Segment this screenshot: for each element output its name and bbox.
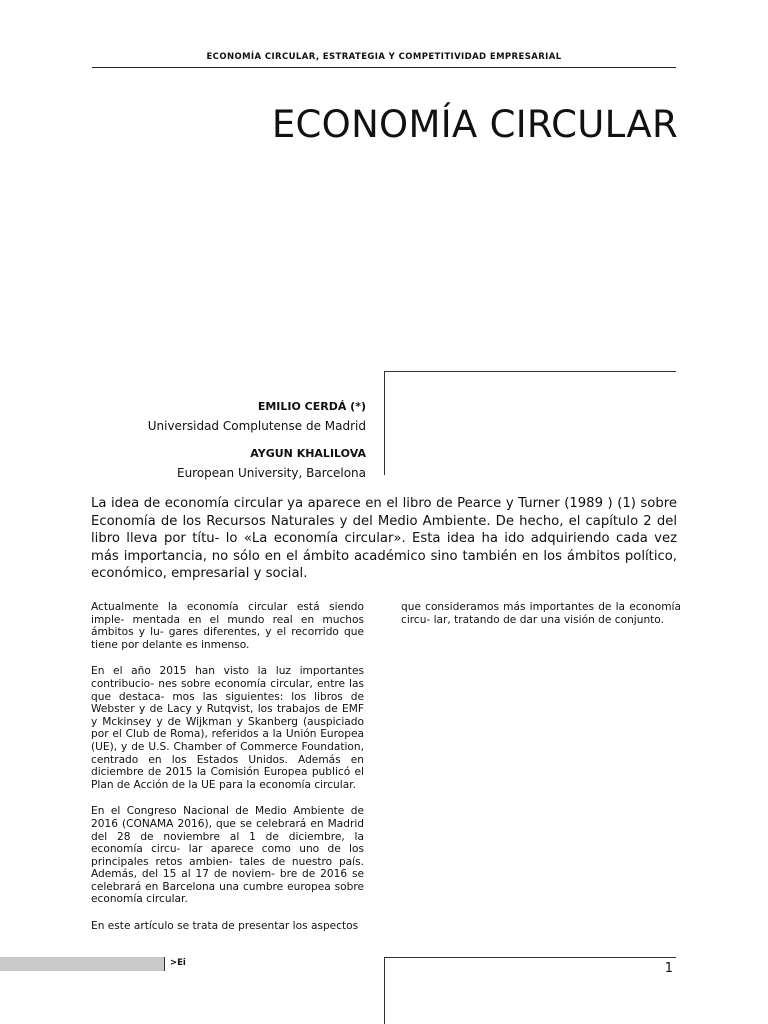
page-number: 1 — [664, 961, 673, 976]
journal-mark: >Ei — [170, 958, 186, 968]
body-paragraph: En el Congreso Nacional de Medio Ambiente de 2016 (CONAMA 2016), que se celebrará en Madrid del 28 de noviembre al 1 de diciembre, la economía circu- lar aparece como uno de los principales retos ambien- tales de nuestro país. Además, del 15 al 17 de noviem- bre de 2016 se celebrará en Barcelona una cumbre europea sobre economía circular. — [91, 805, 364, 906]
author-name-1: EMILIO CERDÁ (*) — [257, 400, 366, 413]
author-affiliation-1: Universidad Complutense de Madrid — [147, 419, 366, 433]
author-block — [148, 400, 366, 481]
footer-rule-horizontal — [384, 957, 676, 958]
author-affiliation-2: European University, Barcelona — [176, 466, 366, 480]
body-column-right — [401, 601, 681, 640]
frame-rule-vertical-top — [384, 371, 385, 475]
frame-rule-horizontal-top — [384, 371, 676, 372]
footer-bar — [0, 957, 164, 971]
author-name-2: AYGUN KHALILOVA — [250, 447, 366, 460]
running-header: ECONOMÍA CIRCULAR, ESTRATEGIA Y COMPETITIVIDAD EMPRESARIAL — [206, 52, 562, 62]
footer-rule-vertical — [384, 957, 385, 1024]
body-paragraph: Actualmente la economía circular está siendo imple- mentada en el mundo real en muchos ámbitos y lu- gares diferentes, y el recorrido que tiene por delante es inmenso. — [91, 601, 364, 651]
body-paragraph: En este artículo se trata de presentar los aspectos — [91, 920, 359, 933]
abstract-paragraph: La idea de economía circular ya aparece en el libro de Pearce y Turner (1989 ) (1) sobre Economía de los Recursos Naturales y del Medio Ambiente. De hecho, el capítulo 2 del libro lleva por títu- lo «La economía circular». Esta idea ha ido adquiriendo cada vez más importancia, no sólo en el ámbito académico sino también en los ámbitos político, económico, empresarial y social. — [91, 496, 677, 582]
body-paragraph: En el año 2015 han visto la luz importantes contribucio- nes sobre economía circular, entre las que destaca- mos las siguientes: los libros de Webster y de Lacy y Rutqvist, los trabajos de EMF y Mckinsey y de Wijkman y Skanberg (auspiciado por el Club de Roma), referidos a la Unión Europea (UE), y de U.S. Chamber of Commerce Foundation, centrado en los Estados Unidos. Además en diciembre de 2015 la Comisión Europea publicó el Plan de Acción de la UE para la economía circular. — [91, 665, 364, 791]
body-paragraph: que consideramos más importantes de la economía circu- lar, tratando de dar una visión de conjunto. — [401, 601, 681, 626]
body-column-left — [91, 601, 364, 933]
footer-rule-short — [164, 957, 165, 971]
header-rule — [92, 67, 676, 68]
article-title: ECONOMÍA CIRCULAR — [271, 103, 678, 146]
